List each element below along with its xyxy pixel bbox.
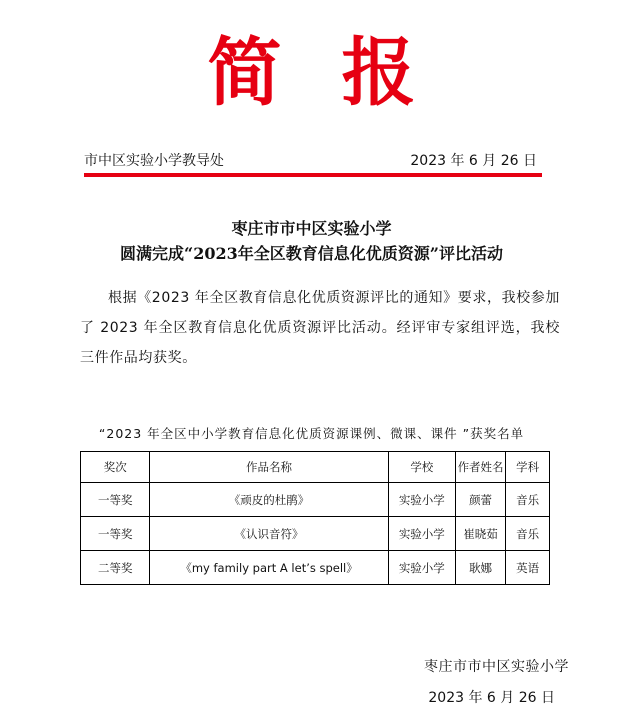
headline-line-2: 圆满完成“2023年全区教育信息化优质资源”评比活动 bbox=[120, 244, 503, 263]
header-school: 学校 bbox=[388, 452, 455, 483]
cell-school: 实验小学 bbox=[388, 483, 455, 517]
cell-school: 实验小学 bbox=[388, 551, 455, 585]
cell-award-level: 一等奖 bbox=[81, 517, 150, 551]
table-caption: “2023 年全区中小学教育信息化优质资源课例、微课、课件 ”获奖名单 bbox=[98, 426, 525, 441]
table-row bbox=[81, 483, 550, 517]
header-author: 作者姓名 bbox=[455, 452, 505, 483]
table-row bbox=[81, 517, 550, 551]
cell-author: 耿娜 bbox=[455, 551, 505, 585]
body-paragraph: 根据《2023 年全区教育信息化优质资源评比的通知》要求，我校参加了 2023 年全区教育信息化优质资源评比活动。经评审专家组评选，我校三件作品均获奖。 bbox=[80, 290, 560, 366]
cell-subject: 音乐 bbox=[506, 517, 550, 551]
cell-work-title: 《my family part A let’s spell》 bbox=[150, 551, 388, 585]
cell-work-title: 《认识音符》 bbox=[150, 517, 388, 551]
header-divider bbox=[84, 173, 542, 177]
cell-award-level: 二等奖 bbox=[81, 551, 150, 585]
signature-organization: 枣庄市市中区实验小学 bbox=[424, 659, 569, 675]
header-subject: 学科 bbox=[506, 452, 550, 483]
header-award-level: 奖次 bbox=[81, 452, 150, 483]
awards-table bbox=[80, 451, 550, 585]
cell-subject: 英语 bbox=[506, 551, 550, 585]
cell-author: 颜蕾 bbox=[455, 483, 505, 517]
issue-date: 2023 年 6 月 26 日 bbox=[410, 153, 537, 169]
issuer-name: 市中区实验小学教导处 bbox=[84, 153, 224, 169]
cell-subject: 音乐 bbox=[506, 483, 550, 517]
cell-author: 崔晓茹 bbox=[455, 517, 505, 551]
header-work-title: 作品名称 bbox=[150, 452, 388, 483]
masthead-title: 简报 bbox=[207, 30, 476, 116]
signature-date: 2023 年 6 月 26 日 bbox=[428, 690, 555, 706]
cell-work-title: 《顽皮的杜鹃》 bbox=[150, 483, 388, 517]
table-header-row bbox=[81, 452, 550, 483]
table-row bbox=[81, 551, 550, 585]
cell-award-level: 一等奖 bbox=[81, 483, 150, 517]
headline-line-1: 枣庄市市中区实验小学 bbox=[231, 219, 392, 238]
cell-school: 实验小学 bbox=[388, 517, 455, 551]
